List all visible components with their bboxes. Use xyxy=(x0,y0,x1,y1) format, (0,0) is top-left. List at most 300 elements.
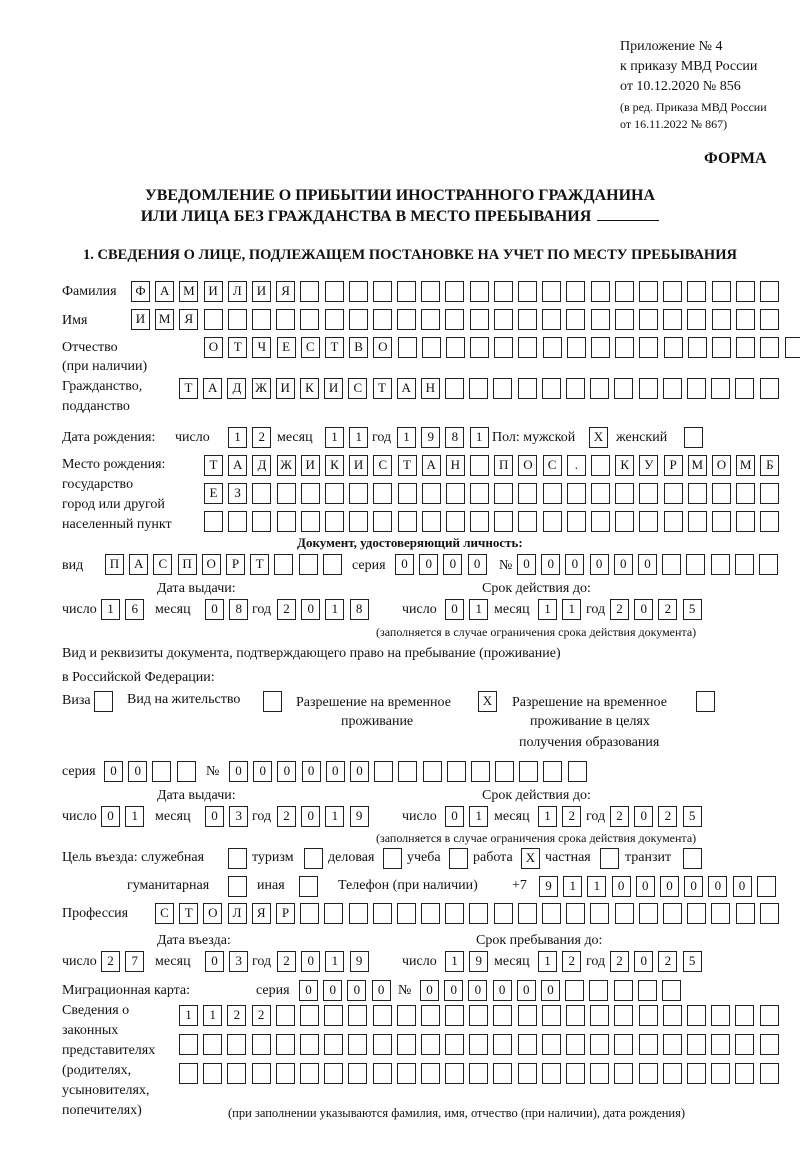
char-cell[interactable] xyxy=(228,511,247,532)
char-cell[interactable]: 0 xyxy=(565,554,584,575)
char-cell[interactable]: 0 xyxy=(541,980,560,1001)
char-cell[interactable] xyxy=(445,309,464,330)
char-cell[interactable] xyxy=(469,378,488,399)
char-cell[interactable]: 0 xyxy=(301,951,320,972)
char-cell[interactable] xyxy=(493,1063,512,1084)
char-cell[interactable] xyxy=(696,691,715,712)
char-cell[interactable] xyxy=(591,455,610,476)
char-cell[interactable] xyxy=(568,761,587,782)
char-cell[interactable] xyxy=(421,1005,440,1026)
char-cell[interactable] xyxy=(688,337,707,358)
res-number-cells[interactable] xyxy=(229,761,587,782)
char-cell[interactable]: Р xyxy=(664,455,683,476)
visa-checkbox[interactable] xyxy=(94,691,113,712)
char-cell[interactable] xyxy=(614,980,633,1001)
char-cell[interactable] xyxy=(373,1063,392,1084)
char-cell[interactable]: Я xyxy=(179,309,198,330)
char-cell[interactable] xyxy=(663,1034,682,1055)
char-cell[interactable] xyxy=(712,337,731,358)
char-cell[interactable]: 1 xyxy=(538,599,557,620)
char-cell[interactable] xyxy=(446,511,465,532)
char-cell[interactable]: С xyxy=(543,455,562,476)
char-cell[interactable]: 0 xyxy=(634,599,653,620)
purpose-business-checkbox[interactable] xyxy=(383,848,402,869)
char-cell[interactable] xyxy=(422,483,441,504)
char-cell[interactable] xyxy=(348,1034,367,1055)
char-cell[interactable] xyxy=(662,554,681,575)
residence-permit-checkbox[interactable] xyxy=(263,691,282,712)
char-cell[interactable]: 2 xyxy=(227,1005,246,1026)
id-kind-cells[interactable] xyxy=(105,554,342,575)
char-cell[interactable] xyxy=(300,903,319,924)
char-cell[interactable]: 0 xyxy=(468,980,487,1001)
char-cell[interactable]: 2 xyxy=(562,951,581,972)
char-cell[interactable] xyxy=(760,1063,779,1084)
res-issue-year-cells[interactable] xyxy=(277,806,369,827)
char-cell[interactable]: 0 xyxy=(634,806,653,827)
char-cell[interactable] xyxy=(263,691,282,712)
char-cell[interactable] xyxy=(252,1063,271,1084)
char-cell[interactable]: 2 xyxy=(658,951,677,972)
char-cell[interactable] xyxy=(299,876,318,897)
char-cell[interactable] xyxy=(591,511,610,532)
char-cell[interactable]: 0 xyxy=(301,599,320,620)
char-cell[interactable] xyxy=(349,483,368,504)
char-cell[interactable] xyxy=(518,309,537,330)
char-cell[interactable] xyxy=(687,281,706,302)
char-cell[interactable] xyxy=(543,761,562,782)
char-cell[interactable] xyxy=(398,761,417,782)
char-cell[interactable]: 9 xyxy=(469,951,488,972)
purpose-humanitarian-checkbox[interactable] xyxy=(228,876,247,897)
char-cell[interactable]: 1 xyxy=(101,599,120,620)
char-cell[interactable]: 9 xyxy=(421,427,440,448)
char-cell[interactable] xyxy=(759,554,778,575)
char-cell[interactable] xyxy=(736,281,755,302)
char-cell[interactable]: 2 xyxy=(252,1005,271,1026)
char-cell[interactable] xyxy=(687,1005,706,1026)
char-cell[interactable] xyxy=(423,761,442,782)
char-cell[interactable] xyxy=(421,1063,440,1084)
char-cell[interactable]: 3 xyxy=(229,806,248,827)
char-cell[interactable] xyxy=(543,337,562,358)
char-cell[interactable] xyxy=(711,1063,730,1084)
char-cell[interactable] xyxy=(760,337,779,358)
char-cell[interactable] xyxy=(397,1063,416,1084)
char-cell[interactable]: 0 xyxy=(395,554,414,575)
char-cell[interactable] xyxy=(639,1034,658,1055)
char-cell[interactable] xyxy=(470,511,489,532)
char-cell[interactable] xyxy=(422,337,441,358)
char-cell[interactable] xyxy=(684,427,703,448)
char-cell[interactable] xyxy=(470,309,489,330)
char-cell[interactable] xyxy=(663,1063,682,1084)
id-issue-year-cells[interactable] xyxy=(277,599,369,620)
char-cell[interactable]: X xyxy=(521,848,540,869)
char-cell[interactable] xyxy=(566,309,585,330)
char-cell[interactable] xyxy=(600,848,619,869)
char-cell[interactable] xyxy=(711,554,730,575)
id-series-cells[interactable] xyxy=(395,554,487,575)
char-cell[interactable] xyxy=(614,1005,633,1026)
birthplace-cells-3[interactable] xyxy=(204,511,779,532)
char-cell[interactable]: И xyxy=(324,378,343,399)
char-cell[interactable]: 2 xyxy=(101,951,120,972)
char-cell[interactable] xyxy=(639,378,658,399)
char-cell[interactable] xyxy=(421,281,440,302)
char-cell[interactable]: 0 xyxy=(684,876,703,897)
char-cell[interactable] xyxy=(711,378,730,399)
char-cell[interactable] xyxy=(324,1063,343,1084)
char-cell[interactable]: Ф xyxy=(131,281,150,302)
char-cell[interactable]: 7 xyxy=(125,951,144,972)
char-cell[interactable]: К xyxy=(325,455,344,476)
char-cell[interactable] xyxy=(469,1063,488,1084)
char-cell[interactable]: 2 xyxy=(277,806,296,827)
char-cell[interactable] xyxy=(736,903,755,924)
char-cell[interactable] xyxy=(687,903,706,924)
char-cell[interactable] xyxy=(446,483,465,504)
char-cell[interactable] xyxy=(300,1005,319,1026)
char-cell[interactable]: М xyxy=(179,281,198,302)
stay-year-cells[interactable] xyxy=(610,951,702,972)
char-cell[interactable] xyxy=(227,1034,246,1055)
purpose-official-checkbox[interactable] xyxy=(228,848,247,869)
char-cell[interactable] xyxy=(542,1034,561,1055)
char-cell[interactable]: О xyxy=(203,903,222,924)
char-cell[interactable]: 9 xyxy=(350,806,369,827)
char-cell[interactable] xyxy=(683,848,702,869)
char-cell[interactable] xyxy=(688,511,707,532)
char-cell[interactable] xyxy=(277,483,296,504)
char-cell[interactable] xyxy=(760,483,779,504)
char-cell[interactable] xyxy=(688,483,707,504)
char-cell[interactable]: 0 xyxy=(733,876,752,897)
id-issue-month-cells[interactable] xyxy=(205,599,248,620)
char-cell[interactable]: И xyxy=(349,455,368,476)
char-cell[interactable]: А xyxy=(129,554,148,575)
char-cell[interactable] xyxy=(591,483,610,504)
char-cell[interactable]: 0 xyxy=(229,761,248,782)
char-cell[interactable]: 0 xyxy=(612,876,631,897)
char-cell[interactable] xyxy=(566,903,585,924)
char-cell[interactable]: 0 xyxy=(444,980,463,1001)
purpose-private-checkbox[interactable] xyxy=(600,848,619,869)
char-cell[interactable] xyxy=(494,903,513,924)
char-cell[interactable]: 5 xyxy=(683,806,702,827)
char-cell[interactable] xyxy=(615,903,634,924)
char-cell[interactable] xyxy=(447,761,466,782)
char-cell[interactable]: Ч xyxy=(252,337,271,358)
char-cell[interactable] xyxy=(152,761,171,782)
char-cell[interactable] xyxy=(542,903,561,924)
char-cell[interactable] xyxy=(663,281,682,302)
char-cell[interactable] xyxy=(566,1063,585,1084)
char-cell[interactable] xyxy=(494,483,513,504)
char-cell[interactable] xyxy=(760,511,779,532)
char-cell[interactable] xyxy=(324,1005,343,1026)
name-cells[interactable] xyxy=(131,309,779,330)
citizenship-cells[interactable] xyxy=(179,378,779,399)
char-cell[interactable] xyxy=(469,1034,488,1055)
char-cell[interactable] xyxy=(421,903,440,924)
char-cell[interactable] xyxy=(494,281,513,302)
char-cell[interactable] xyxy=(735,1063,754,1084)
id-issue-day-cells[interactable] xyxy=(101,599,144,620)
char-cell[interactable]: 1 xyxy=(325,951,344,972)
char-cell[interactable] xyxy=(663,378,682,399)
char-cell[interactable] xyxy=(735,1005,754,1026)
char-cell[interactable] xyxy=(228,848,247,869)
char-cell[interactable] xyxy=(277,511,296,532)
char-cell[interactable] xyxy=(252,511,271,532)
res-valid-day-cells[interactable] xyxy=(445,806,488,827)
char-cell[interactable]: 0 xyxy=(253,761,272,782)
char-cell[interactable]: П xyxy=(178,554,197,575)
char-cell[interactable] xyxy=(421,309,440,330)
char-cell[interactable]: 0 xyxy=(420,980,439,1001)
char-cell[interactable] xyxy=(736,309,755,330)
char-cell[interactable] xyxy=(615,511,634,532)
char-cell[interactable] xyxy=(349,309,368,330)
char-cell[interactable]: В xyxy=(349,337,368,358)
char-cell[interactable] xyxy=(299,554,318,575)
char-cell[interactable]: 0 xyxy=(326,761,345,782)
char-cell[interactable]: Д xyxy=(227,378,246,399)
id-valid-month-cells[interactable] xyxy=(538,599,581,620)
char-cell[interactable] xyxy=(543,511,562,532)
char-cell[interactable]: 0 xyxy=(205,599,224,620)
char-cell[interactable]: 9 xyxy=(350,951,369,972)
char-cell[interactable]: М xyxy=(155,309,174,330)
char-cell[interactable]: О xyxy=(518,455,537,476)
id-number-cells[interactable] xyxy=(517,554,778,575)
char-cell[interactable] xyxy=(469,903,488,924)
char-cell[interactable]: Т xyxy=(204,455,223,476)
char-cell[interactable]: 2 xyxy=(562,806,581,827)
char-cell[interactable]: 0 xyxy=(517,980,536,1001)
char-cell[interactable] xyxy=(274,554,293,575)
char-cell[interactable]: И xyxy=(276,378,295,399)
char-cell[interactable] xyxy=(383,848,402,869)
char-cell[interactable] xyxy=(687,1034,706,1055)
char-cell[interactable] xyxy=(663,309,682,330)
char-cell[interactable]: 2 xyxy=(658,806,677,827)
char-cell[interactable] xyxy=(518,337,537,358)
char-cell[interactable] xyxy=(639,1005,658,1026)
char-cell[interactable]: Ж xyxy=(277,455,296,476)
mc-number-cells[interactable] xyxy=(420,980,681,1001)
char-cell[interactable] xyxy=(542,378,561,399)
char-cell[interactable] xyxy=(397,281,416,302)
char-cell[interactable]: А xyxy=(397,378,416,399)
char-cell[interactable] xyxy=(204,511,223,532)
char-cell[interactable] xyxy=(325,281,344,302)
purpose-study-checkbox[interactable] xyxy=(449,848,468,869)
char-cell[interactable] xyxy=(542,1005,561,1026)
char-cell[interactable] xyxy=(300,1063,319,1084)
purpose-work-checkbox[interactable] xyxy=(521,848,540,869)
char-cell[interactable]: П xyxy=(105,554,124,575)
reps-cells-3[interactable] xyxy=(179,1063,779,1084)
char-cell[interactable]: Т xyxy=(179,903,198,924)
char-cell[interactable] xyxy=(300,309,319,330)
char-cell[interactable]: 0 xyxy=(299,980,318,1001)
char-cell[interactable] xyxy=(687,309,706,330)
char-cell[interactable] xyxy=(494,309,513,330)
char-cell[interactable] xyxy=(663,1005,682,1026)
char-cell[interactable]: 0 xyxy=(660,876,679,897)
char-cell[interactable] xyxy=(276,1005,295,1026)
char-cell[interactable]: А xyxy=(155,281,174,302)
char-cell[interactable] xyxy=(711,903,730,924)
char-cell[interactable] xyxy=(590,1005,609,1026)
char-cell[interactable]: О xyxy=(712,455,731,476)
char-cell[interactable] xyxy=(445,1005,464,1026)
birthplace-cells-1[interactable] xyxy=(204,455,779,476)
char-cell[interactable] xyxy=(252,483,271,504)
char-cell[interactable] xyxy=(615,309,634,330)
char-cell[interactable] xyxy=(518,1034,537,1055)
char-cell[interactable] xyxy=(374,761,393,782)
char-cell[interactable] xyxy=(325,309,344,330)
char-cell[interactable] xyxy=(323,554,342,575)
char-cell[interactable] xyxy=(470,337,489,358)
char-cell[interactable] xyxy=(543,483,562,504)
char-cell[interactable] xyxy=(470,281,489,302)
char-cell[interactable]: 0 xyxy=(372,980,391,1001)
char-cell[interactable] xyxy=(494,337,513,358)
char-cell[interactable] xyxy=(589,980,608,1001)
char-cell[interactable] xyxy=(348,1005,367,1026)
char-cell[interactable] xyxy=(638,980,657,1001)
char-cell[interactable] xyxy=(565,980,584,1001)
char-cell[interactable] xyxy=(304,848,323,869)
char-cell[interactable] xyxy=(614,1063,633,1084)
char-cell[interactable]: И xyxy=(301,455,320,476)
temp-permit-checkbox[interactable] xyxy=(478,691,497,712)
char-cell[interactable] xyxy=(203,1034,222,1055)
res-issue-month-cells[interactable] xyxy=(205,806,248,827)
char-cell[interactable] xyxy=(94,691,113,712)
char-cell[interactable] xyxy=(228,309,247,330)
char-cell[interactable] xyxy=(300,281,319,302)
char-cell[interactable] xyxy=(757,876,776,897)
char-cell[interactable]: Р xyxy=(226,554,245,575)
char-cell[interactable] xyxy=(518,281,537,302)
char-cell[interactable]: 8 xyxy=(229,599,248,620)
char-cell[interactable]: А xyxy=(422,455,441,476)
char-cell[interactable]: К xyxy=(300,378,319,399)
char-cell[interactable]: 6 xyxy=(125,599,144,620)
char-cell[interactable]: 1 xyxy=(469,599,488,620)
char-cell[interactable] xyxy=(566,1005,585,1026)
char-cell[interactable] xyxy=(300,1034,319,1055)
char-cell[interactable] xyxy=(639,309,658,330)
char-cell[interactable] xyxy=(373,1034,392,1055)
char-cell[interactable]: 9 xyxy=(539,876,558,897)
char-cell[interactable] xyxy=(639,483,658,504)
char-cell[interactable] xyxy=(324,1034,343,1055)
char-cell[interactable]: Е xyxy=(204,483,223,504)
id-valid-year-cells[interactable] xyxy=(610,599,702,620)
char-cell[interactable]: З xyxy=(228,483,247,504)
char-cell[interactable]: 2 xyxy=(610,599,629,620)
char-cell[interactable]: 0 xyxy=(301,806,320,827)
char-cell[interactable]: А xyxy=(228,455,247,476)
char-cell[interactable] xyxy=(663,903,682,924)
mc-series-cells[interactable] xyxy=(299,980,391,1001)
char-cell[interactable] xyxy=(518,1005,537,1026)
phone-cells[interactable] xyxy=(539,876,776,897)
char-cell[interactable]: Т xyxy=(250,554,269,575)
char-cell[interactable]: 0 xyxy=(302,761,321,782)
char-cell[interactable] xyxy=(449,848,468,869)
char-cell[interactable] xyxy=(179,1063,198,1084)
char-cell[interactable] xyxy=(760,1034,779,1055)
char-cell[interactable] xyxy=(398,337,417,358)
char-cell[interactable]: 1 xyxy=(538,806,557,827)
char-cell[interactable] xyxy=(590,1063,609,1084)
char-cell[interactable] xyxy=(276,1063,295,1084)
char-cell[interactable]: М xyxy=(688,455,707,476)
char-cell[interactable]: 0 xyxy=(205,806,224,827)
char-cell[interactable]: И xyxy=(252,281,271,302)
char-cell[interactable] xyxy=(252,1034,271,1055)
char-cell[interactable]: 8 xyxy=(445,427,464,448)
char-cell[interactable] xyxy=(397,309,416,330)
char-cell[interactable] xyxy=(760,281,779,302)
sex-male-checkbox[interactable] xyxy=(589,427,608,448)
char-cell[interactable]: 0 xyxy=(708,876,727,897)
char-cell[interactable]: Н xyxy=(421,378,440,399)
char-cell[interactable]: 1 xyxy=(325,427,344,448)
char-cell[interactable] xyxy=(712,281,731,302)
char-cell[interactable]: 1 xyxy=(228,427,247,448)
char-cell[interactable]: 0 xyxy=(205,951,224,972)
char-cell[interactable] xyxy=(760,903,779,924)
char-cell[interactable] xyxy=(325,511,344,532)
res-valid-year-cells[interactable] xyxy=(610,806,702,827)
stay-day-cells[interactable] xyxy=(445,951,488,972)
char-cell[interactable]: 0 xyxy=(590,554,609,575)
char-cell[interactable] xyxy=(228,876,247,897)
stay-month-cells[interactable] xyxy=(538,951,581,972)
res-valid-month-cells[interactable] xyxy=(538,806,581,827)
char-cell[interactable]: X xyxy=(478,691,497,712)
char-cell[interactable] xyxy=(397,1005,416,1026)
char-cell[interactable] xyxy=(177,761,196,782)
char-cell[interactable] xyxy=(590,903,609,924)
char-cell[interactable]: Я xyxy=(276,281,295,302)
char-cell[interactable]: 0 xyxy=(347,980,366,1001)
char-cell[interactable]: С xyxy=(373,455,392,476)
char-cell[interactable] xyxy=(445,1063,464,1084)
char-cell[interactable]: К xyxy=(615,455,634,476)
char-cell[interactable] xyxy=(712,483,731,504)
char-cell[interactable] xyxy=(445,378,464,399)
char-cell[interactable] xyxy=(227,1063,246,1084)
char-cell[interactable]: С xyxy=(155,903,174,924)
char-cell[interactable] xyxy=(398,511,417,532)
char-cell[interactable]: 2 xyxy=(658,599,677,620)
char-cell[interactable] xyxy=(204,309,223,330)
char-cell[interactable] xyxy=(687,1063,706,1084)
char-cell[interactable] xyxy=(591,281,610,302)
char-cell[interactable] xyxy=(639,1063,658,1084)
char-cell[interactable]: Т xyxy=(325,337,344,358)
char-cell[interactable] xyxy=(567,511,586,532)
